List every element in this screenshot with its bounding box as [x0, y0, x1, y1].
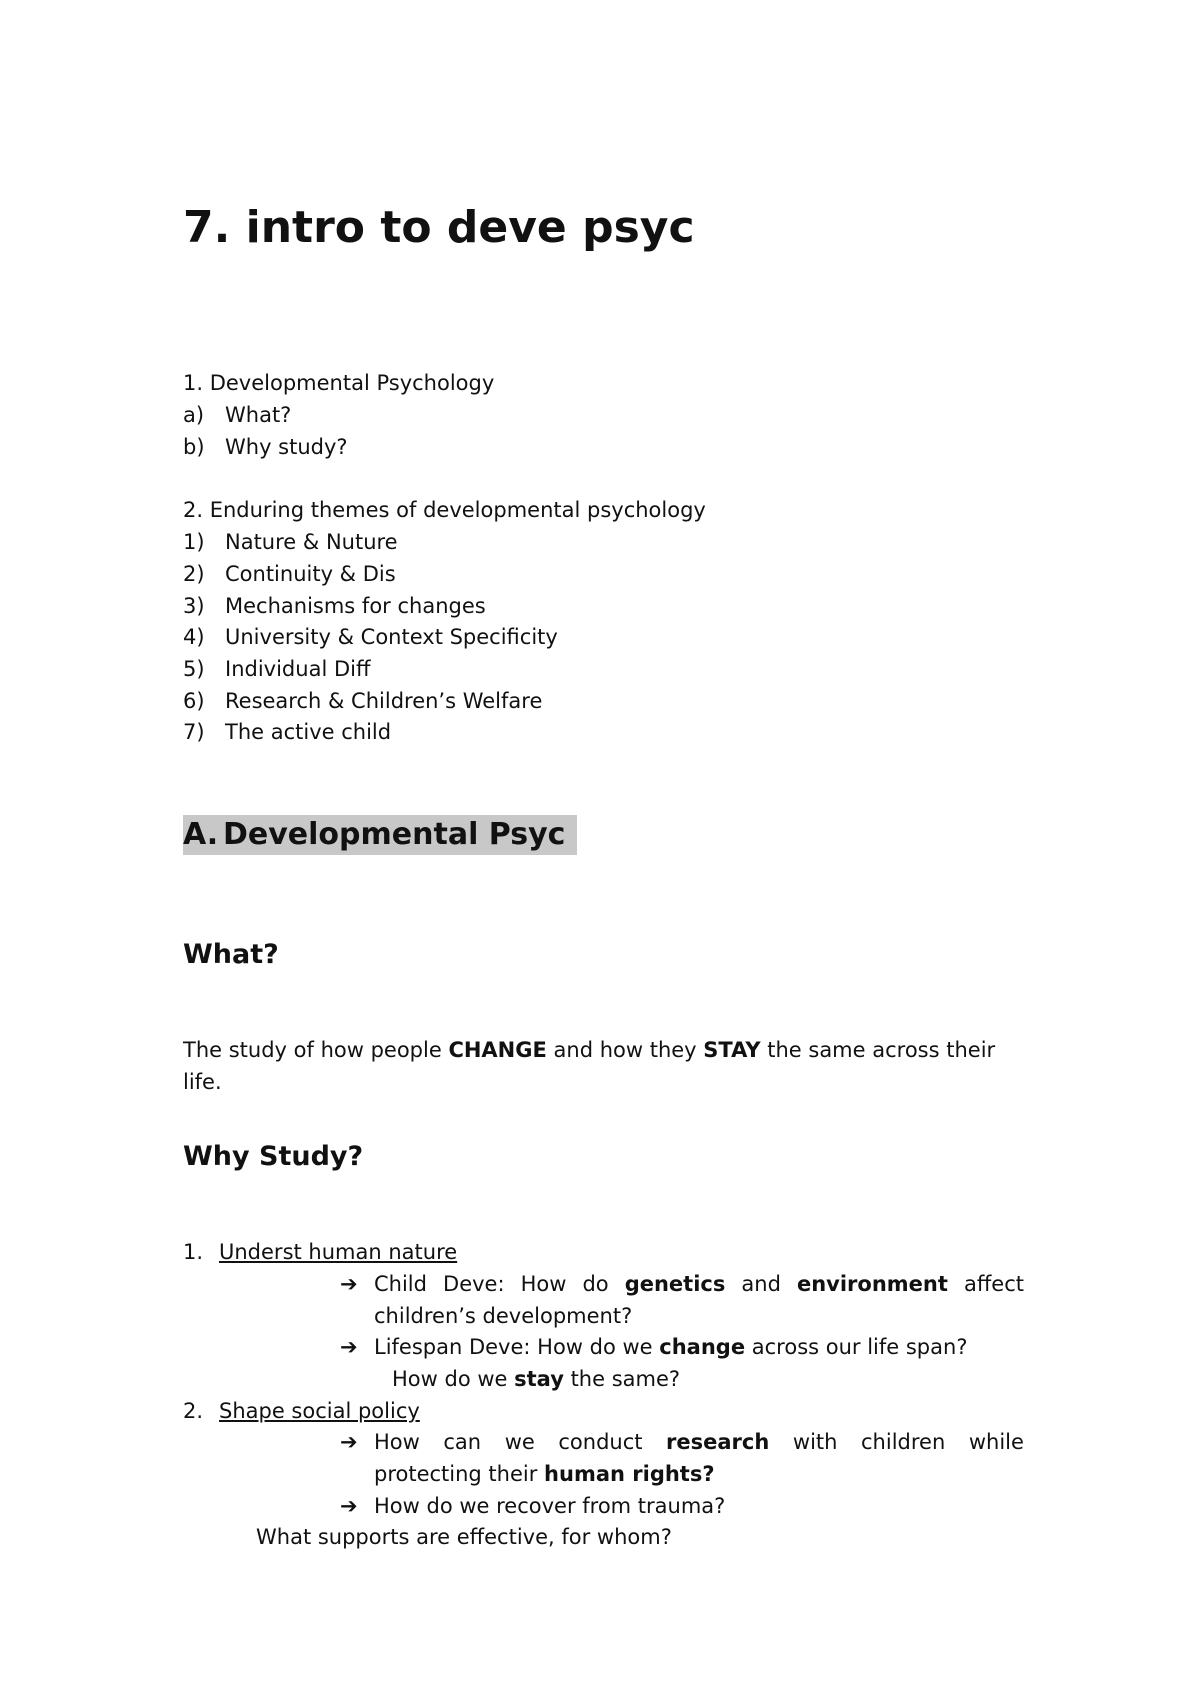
text: How do we — [392, 1367, 515, 1391]
outline-item — [183, 685, 542, 717]
bullet-research-cont — [374, 1458, 715, 1490]
why-point-1 — [183, 1236, 457, 1268]
bullet-lifespan-deve — [340, 1331, 967, 1363]
what-definition-cont: life. — [183, 1070, 222, 1094]
bullet-child-deve — [340, 1268, 1024, 1300]
list-marker: 2) — [183, 562, 205, 586]
word: How — [520, 1272, 567, 1296]
list-item-text: Continuity & Dis — [225, 562, 396, 586]
list-item-text: The active child — [225, 720, 392, 744]
outline-item — [183, 653, 370, 685]
arrow-icon: ➔ — [340, 1335, 358, 1359]
list-marker: 7) — [183, 720, 205, 744]
justified-line — [374, 1268, 1024, 1300]
list-marker: 3) — [183, 594, 205, 618]
list-item-text: University & Context Specificity — [225, 625, 558, 649]
list-item-text: What? — [225, 403, 292, 427]
justified-line — [374, 1426, 1024, 1458]
word: while — [968, 1430, 1024, 1454]
word: How — [374, 1430, 420, 1454]
arrow-icon: ➔ — [340, 1272, 358, 1296]
word: children — [861, 1430, 946, 1454]
arrow-icon: ➔ — [340, 1430, 358, 1454]
outline-item — [183, 526, 398, 558]
emphasis: human rights? — [544, 1462, 715, 1486]
list-item-text: Research & Children’s Welfare — [225, 689, 543, 713]
bullet-child-deve-cont: children’s development? — [374, 1304, 633, 1328]
word: we — [504, 1430, 535, 1454]
outline-heading-2: 2. Enduring themes of developmental psychology — [183, 498, 706, 522]
outline-item — [183, 558, 396, 590]
what-heading: What? — [183, 939, 279, 970]
list-item-text: Nature & Nuture — [225, 530, 398, 554]
emphasis: change — [659, 1335, 746, 1359]
outline-item — [183, 621, 558, 653]
emphasis: STAY — [703, 1038, 761, 1062]
bullet-lifespan-cont — [392, 1363, 680, 1395]
section-a-heading — [183, 815, 577, 855]
outline-heading-1: 1. Developmental Psychology — [183, 371, 495, 395]
arrow-icon: ➔ — [340, 1494, 358, 1518]
outline-item — [183, 431, 348, 463]
list-item-text: Mechanisms for changes — [225, 594, 486, 618]
list-marker: 1. — [183, 1240, 204, 1264]
list-marker: 6) — [183, 689, 205, 713]
why-heading: Why Study? — [183, 1141, 364, 1172]
outline-item — [183, 590, 486, 622]
list-marker: 1) — [183, 530, 205, 554]
text: Lifespan Deve: How do we — [374, 1335, 660, 1359]
section-title: Developmental Psyc — [223, 817, 566, 852]
text: the same? — [563, 1367, 681, 1391]
list-marker: b) — [183, 435, 205, 459]
list-marker: a) — [183, 403, 205, 427]
text: across our life span? — [745, 1335, 968, 1359]
emphasis: stay — [514, 1367, 564, 1391]
list-item-text: Individual Diff — [225, 657, 371, 681]
word: and — [741, 1272, 781, 1296]
list-marker: 4) — [183, 625, 205, 649]
list-marker: 5) — [183, 657, 205, 681]
emphasis: genetics — [624, 1272, 726, 1296]
word: Child — [374, 1272, 427, 1296]
list-item-text: Why study? — [225, 435, 348, 459]
list-marker: 2. — [183, 1399, 204, 1423]
bullet-trauma — [340, 1490, 725, 1522]
text: and how they — [546, 1038, 704, 1062]
emphasis: research — [666, 1430, 770, 1454]
why-point-label: Underst human nature — [219, 1240, 458, 1264]
what-definition — [183, 1034, 995, 1066]
word: Deve: — [443, 1272, 505, 1296]
word: conduct — [558, 1430, 643, 1454]
why-point-label: Shape social policy — [219, 1399, 420, 1423]
outline-item — [183, 399, 291, 431]
bullet-trauma-cont: What supports are effective, for whom? — [256, 1525, 672, 1549]
word: with — [792, 1430, 838, 1454]
why-point-2 — [183, 1395, 420, 1427]
text: How do we recover from trauma? — [374, 1494, 726, 1518]
word: do — [582, 1272, 609, 1296]
text: the same across their — [760, 1038, 996, 1062]
bullet-research — [340, 1426, 1024, 1458]
emphasis: CHANGE — [448, 1038, 547, 1062]
section-letter: A. — [183, 817, 219, 852]
outline-item — [183, 716, 391, 748]
emphasis: environment — [796, 1272, 948, 1296]
word: affect — [963, 1272, 1024, 1296]
document-title: 7. intro to deve psyc — [183, 202, 695, 253]
word: can — [443, 1430, 482, 1454]
text: The study of how people — [183, 1038, 449, 1062]
text: protecting their — [374, 1462, 545, 1486]
